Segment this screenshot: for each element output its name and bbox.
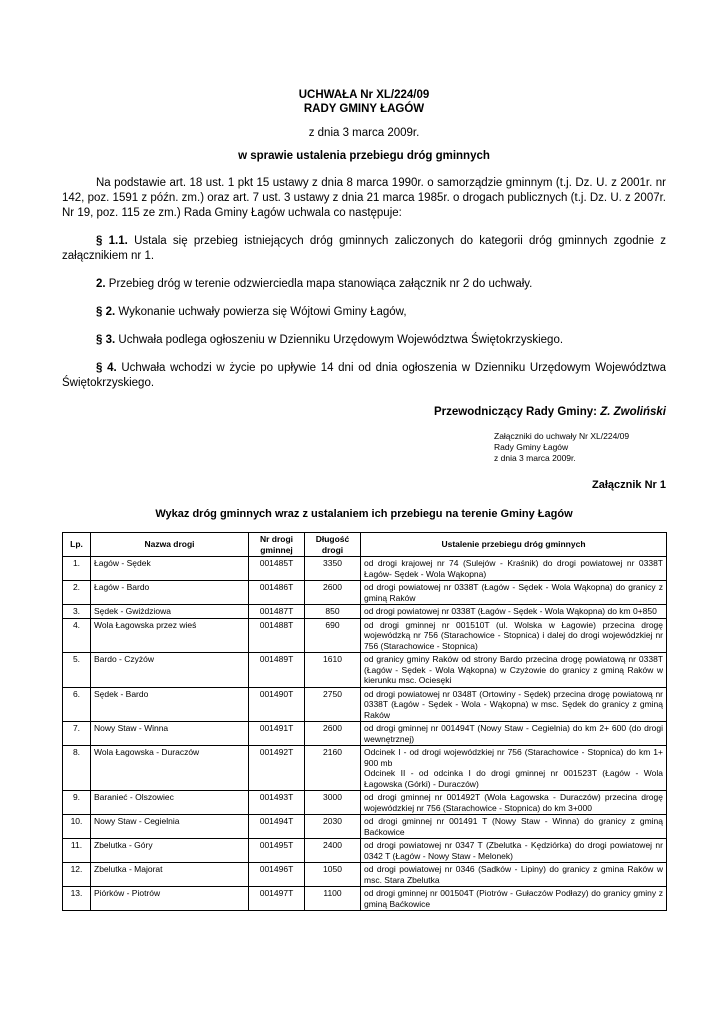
cell-number	[249, 557, 305, 581]
cell-lp-text: 13.	[70, 888, 83, 898]
cell-number-text: 001485T	[259, 558, 294, 568]
cell-length	[305, 687, 361, 722]
cell-name	[91, 839, 249, 863]
cell-lp	[63, 839, 91, 863]
section-4-paragraph	[62, 361, 666, 391]
section-1-paragraph	[62, 234, 666, 264]
cell-name	[91, 815, 249, 839]
cell-name-text: Zbelutka - Góry	[94, 840, 153, 850]
cell-length-text: 2400	[323, 840, 342, 850]
cell-number	[249, 687, 305, 722]
cell-length-text: 3000	[323, 792, 342, 802]
section-4-text: Uchwała wchodzi w życie po upływie 14 dni od dnia ogłoszenia w Dzienniku Urzędowym Województwa Świętokrzyskiego.	[62, 362, 667, 389]
section-3-paragraph	[62, 333, 666, 348]
cell-name	[91, 618, 249, 653]
table-row	[63, 618, 667, 653]
table-row	[63, 581, 667, 605]
cell-name	[91, 863, 249, 887]
cell-name-text: Wola Łagowska - Duraczów	[94, 747, 200, 757]
cell-route-text: od drogi powiatowej nr 0346 (Sadków - Lipiny) do granicy z gmina Raków w msc. Stara Zbelutka	[364, 864, 663, 885]
cell-lp-text: 8.	[72, 747, 81, 757]
cell-name-text: Łagów - Sędek	[94, 558, 151, 568]
cell-number	[249, 722, 305, 746]
cell-route	[361, 746, 667, 791]
cell-length-text: 690	[325, 619, 340, 630]
section-2-paragraph	[62, 305, 666, 320]
cell-lp	[63, 887, 91, 911]
section-2-text: Wykonanie uchwały powierza się Wójtowi Gminy Łagów,	[115, 306, 407, 318]
document-page	[62, 86, 666, 911]
section-1-text: Ustala się przebieg istniejących dróg gminnych zaliczonych do kategorii dróg gminnych zgodnie z załącznikiem nr 1.	[62, 235, 667, 262]
cell-route	[361, 722, 667, 746]
cell-route-text: od drogi gminnej nr 001510T (ul. Wolska w Łagowie) przecina drogę wojewódzką nr 756 (Starachowice - Stopnica) i dalej do drogi wojewódzkiej nr 756 (Starachowice - Stopnica)	[364, 619, 663, 651]
attachment-heading: Załącznik Nr 1	[592, 479, 666, 491]
cell-lp	[63, 653, 91, 688]
cell-length	[305, 791, 361, 815]
cell-route	[361, 863, 667, 887]
cell-lp-text: 11.	[70, 840, 83, 850]
table-row	[63, 722, 667, 746]
cell-name-text: Sędek - Gwiżdziowa	[94, 606, 172, 616]
cell-name	[91, 722, 249, 746]
cell-length	[305, 653, 361, 688]
cell-length-text: 2160	[323, 747, 342, 757]
cell-name	[91, 687, 249, 722]
cell-route	[361, 887, 667, 911]
cell-number	[249, 653, 305, 688]
cell-route-text: od drogi gminnej nr 001504T (Piotrów - Gułaczów Podłazy) do granicy gminy z gminą Baćkowice	[364, 888, 663, 909]
cell-route-text: od drogi krajowej nr 74 (Sulejów - Kraśnik) do drogi powiatowej nr 0338T Łagów- Sędek - Wola Wąkopna)	[364, 558, 663, 579]
cell-lp	[63, 618, 91, 653]
cell-route-text: od granicy gminy Raków od strony Bardo przecina drogę powiatową nr 0338T (Łagów - Sędek - Wola Wąkopna) w Czyżowie do granicy z gminą Raków w kierunku msc. Ociesęki	[364, 654, 663, 685]
header-number	[249, 533, 305, 557]
section-1-2-text: Przebieg dróg w terenie odzwierciedla mapa stanowiąca załącznik nr 2 do uchwały.	[105, 278, 533, 290]
section-3-text: Uchwała podlega ogłoszeniu w Dzienniku Urzędowym Województwa Świętokrzyskiego.	[115, 334, 564, 346]
cell-name	[91, 746, 249, 791]
cell-lp-text: 3.	[72, 606, 81, 616]
cell-length	[305, 839, 361, 863]
header-number-line-2: gminnej	[260, 544, 293, 555]
table-row	[63, 746, 667, 791]
cell-length-text: 3350	[323, 558, 342, 568]
cell-route-text: od drogi gminnej nr 001494T (Nowy Staw - Cegielnia) do km 2+ 600 (do drogi wewnętrznej)	[364, 723, 663, 744]
cell-route-text: od drogi powiatowej nr 0348T (Ortowiny - Sędek) przecina drogę powiatową nr 0338T (Łagów - Sędek - Wola - Wąkopna) w msc. Sędek do granicy z gminą Raków	[364, 688, 663, 720]
table-body	[63, 557, 667, 911]
cell-route	[361, 687, 667, 722]
cell-lp-text: 2.	[72, 582, 81, 592]
cell-length	[305, 618, 361, 653]
table-title: Wykaz dróg gminnych wraz z ustalaniem ich przebiegu na terenie Gminy Łagów	[155, 508, 573, 520]
cell-name	[91, 605, 249, 619]
table-row	[63, 653, 667, 688]
cell-lp-text: 6.	[72, 688, 81, 699]
cell-route	[361, 815, 667, 839]
cell-lp	[63, 722, 91, 746]
cell-number-text: 001487T	[259, 606, 294, 616]
cell-lp	[63, 863, 91, 887]
header-length-line-1: Długość	[315, 534, 350, 544]
cell-name	[91, 791, 249, 815]
cell-name	[91, 581, 249, 605]
title-line-1: UCHWAŁA Nr XL/224/09	[298, 89, 430, 101]
title-line-2: RADY GMINY ŁAGÓW	[303, 103, 425, 115]
cell-number	[249, 618, 305, 653]
section-1-2-label: 2.	[96, 278, 106, 290]
section-1-label: § 1.1.	[96, 235, 128, 247]
cell-length-text: 2600	[323, 582, 342, 592]
cell-number	[249, 863, 305, 887]
resolution-subject: w sprawie ustalenia przebiegu dróg gminnych	[238, 150, 490, 162]
cell-lp	[63, 605, 91, 619]
section-3-label: § 3.	[96, 334, 116, 346]
cell-number-text: 001494T	[259, 816, 294, 826]
cell-number-text: 001496T	[259, 864, 294, 874]
cell-lp-text: 7.	[72, 723, 81, 733]
cell-length	[305, 815, 361, 839]
cell-route-text: od drogi gminnej nr 001492T (Wola Łagowska - Duraczów) przecina drogę wojewódzkiej nr 756 (Starachowice - Stopnica) do km 3+000	[364, 792, 663, 813]
cell-length-text: 1050	[323, 864, 342, 874]
cell-route	[361, 581, 667, 605]
table-row	[63, 839, 667, 863]
chairman-role: Przewodniczący Rady Gminy:	[434, 406, 601, 418]
header-number-line-1: Nr drogi	[259, 534, 294, 544]
cell-length	[305, 605, 361, 619]
cell-lp-text: 4.	[72, 619, 81, 630]
cell-length	[305, 581, 361, 605]
cell-name-text: Piórków - Piotrów	[94, 888, 161, 898]
cell-number-text: 001491T	[259, 723, 294, 733]
cell-route-text: od drogi gminnej nr 001491 T (Nowy Staw - Winna) do granicy z gminą Baćkowice	[364, 816, 663, 837]
cell-lp-text: 10.	[70, 816, 83, 826]
header-lp: Lp.	[63, 533, 91, 557]
cell-length	[305, 722, 361, 746]
cell-number-text: 001489T	[259, 654, 294, 664]
cell-lp-text: 1.	[72, 558, 81, 568]
cell-lp-text: 12.	[70, 864, 83, 874]
attachment-note-line-2: Rady Gminy Łagów	[494, 442, 569, 452]
cell-lp-text: 5.	[72, 654, 81, 664]
chairman-signature	[62, 406, 666, 418]
cell-length	[305, 746, 361, 791]
cell-lp	[63, 581, 91, 605]
attachment-note-line-3: z dnia 3 marca 2009r.	[494, 453, 576, 463]
cell-name-text: Baranieć - Olszowiec	[94, 792, 174, 802]
cell-length-text: 2750	[323, 688, 342, 699]
cell-lp	[63, 746, 91, 791]
table-row	[63, 605, 667, 619]
cell-route-second-segment: Odcinek II - od odcinka I do drogi gminnej nr 001523T (Łagów - Wola Łagowska (Górki) - Duraczów)	[364, 768, 663, 789]
section-1-2-paragraph	[62, 277, 666, 292]
cell-lp	[63, 557, 91, 581]
table-row	[63, 863, 667, 887]
cell-number	[249, 581, 305, 605]
header-name: Nazwa drogi	[91, 533, 249, 557]
cell-route	[361, 557, 667, 581]
cell-number	[249, 887, 305, 911]
cell-length-text: 850	[325, 606, 340, 616]
cell-number-text: 001490T	[259, 688, 294, 699]
cell-number	[249, 791, 305, 815]
cell-name	[91, 557, 249, 581]
header-length	[305, 533, 361, 557]
cell-lp	[63, 815, 91, 839]
cell-number	[249, 605, 305, 619]
header-length-line-2: drogi	[321, 544, 344, 555]
table-header-row	[63, 533, 667, 557]
cell-number-text: 001497T	[259, 888, 294, 898]
cell-length-text: 1100	[323, 888, 342, 898]
cell-lp	[63, 687, 91, 722]
cell-length-text: 2030	[323, 816, 342, 826]
cell-lp-text: 9.	[72, 792, 81, 802]
cell-number-text: 001488T	[259, 619, 294, 630]
cell-name-text: Nowy Staw - Cegielnia	[94, 816, 180, 826]
cell-length	[305, 887, 361, 911]
section-2-label: § 2.	[96, 306, 116, 318]
cell-name	[91, 653, 249, 688]
cell-number	[249, 746, 305, 791]
roads-table	[62, 532, 667, 911]
cell-number-text: 001495T	[259, 840, 294, 850]
header-route: Ustalenie przebiegu dróg gminnych	[361, 533, 667, 557]
cell-lp	[63, 791, 91, 815]
cell-name-text: Sędek - Bardo	[94, 688, 149, 699]
cell-length	[305, 863, 361, 887]
cell-name-text: Łagów - Bardo	[94, 582, 150, 592]
attachment-note-line-1: Załączniki do uchwały Nr XL/224/09	[494, 431, 630, 441]
section-4-label: § 4.	[96, 362, 117, 374]
table-row	[63, 815, 667, 839]
cell-number-text: 001493T	[259, 792, 294, 802]
cell-route-text: od drogi powiatowej nr 0338T (Łagów - Sędek - Wola Wąkopna) do granicy z gminą Raków	[364, 582, 663, 603]
cell-name-text: Bardo - Czyżów	[94, 654, 154, 664]
cell-route-text: Odcinek I - od drogi wojewódzkiej nr 756 (Starachowice - Stopnica) do km 1+ 900 mb	[364, 747, 663, 768]
table-row	[63, 687, 667, 722]
cell-route	[361, 653, 667, 688]
resolution-date: z dnia 3 marca 2009r.	[308, 127, 420, 139]
table-row	[63, 791, 667, 815]
cell-route	[361, 791, 667, 815]
cell-route-text: od drogi powiatowej nr 0347 T (Zbelutka - Kędziórka) do drogi powiatowej nr 0342 T (Łagów - Nowy Staw - Melonek)	[364, 840, 663, 861]
cell-name-text: Wola Łagowska przez wieś	[94, 619, 197, 630]
table-row	[63, 557, 667, 581]
chairman-name: Z. Zwoliński	[600, 406, 666, 418]
attachment-note	[494, 431, 666, 464]
cell-route	[361, 839, 667, 863]
table-row	[63, 887, 667, 911]
cell-number-text: 001492T	[259, 747, 294, 757]
cell-length-text: 1610	[323, 654, 342, 664]
cell-name-text: Nowy Staw - Winna	[94, 723, 169, 733]
cell-name-text: Zbelutka - Majorat	[94, 864, 163, 874]
resolution-title	[62, 88, 666, 116]
cell-name	[91, 887, 249, 911]
cell-route	[361, 605, 667, 619]
cell-length-text: 2600	[323, 723, 342, 733]
legal-basis-paragraph: Na podstawie art. 18 ust. 1 pkt 15 ustawy z dnia 8 marca 1990r. o samorządzie gminnym (t.j. Dz. U. z 2001r. nr 142, poz. 1591 z późn. zm.) oraz art. 7 ust. 3 ustawy z dnia 21 marca 1985r. o drogach publicznych (t.j. Dz. U. z 2007r. Nr 19, poz. 115 ze zm.) Rada Gminy Łagów uchwala co następuje:	[62, 177, 666, 219]
cell-route	[361, 618, 667, 653]
cell-number-text: 001486T	[259, 582, 294, 592]
cell-route-text: od drogi powiatowej nr 0338T (Łagów - Sędek - Wola Wąkopna) do km 0+850	[364, 606, 657, 616]
cell-length	[305, 557, 361, 581]
cell-number	[249, 815, 305, 839]
cell-number	[249, 839, 305, 863]
